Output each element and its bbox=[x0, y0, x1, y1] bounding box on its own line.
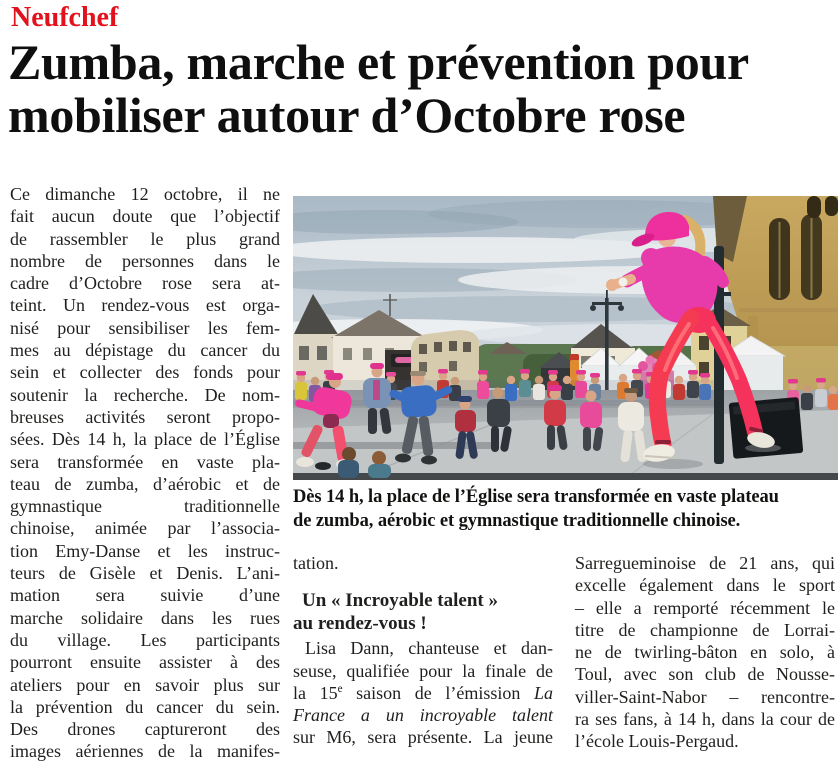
text-line: images aériennes de la manifes- bbox=[10, 741, 280, 762]
text-line: mes au dépistage du cancer du bbox=[10, 340, 280, 361]
paragraph bbox=[293, 552, 553, 574]
text-line: la 15e saison de l’émission La bbox=[293, 682, 553, 703]
text-line: du village. Les participants bbox=[10, 629, 280, 650]
text-line: viller-Saint-Nabor – rencontre- bbox=[575, 686, 835, 707]
text-line: de zumba, aérobic et gymnastique traditionnelle chinoise. bbox=[293, 510, 741, 531]
body-column-middle bbox=[293, 552, 553, 749]
text-line: teau de zumba, d’aérobic et de bbox=[10, 473, 280, 494]
photo-caption bbox=[293, 486, 838, 533]
text-line: titre de championne de Lorrai- bbox=[575, 619, 835, 640]
text-line: Sarregueminoise de 21 ans, qui bbox=[575, 553, 835, 573]
text-line: nombre de personnes dans le bbox=[10, 250, 280, 271]
kicker: Neufchef bbox=[11, 2, 119, 33]
text-line: sur M6, sera présente. La jeune bbox=[293, 727, 553, 748]
text-line: gymnastique traditionnelle bbox=[10, 496, 280, 517]
paragraph bbox=[10, 183, 280, 763]
headline-line2: mobiliser autour d’Octobre rose bbox=[8, 87, 686, 143]
text-line: Un « Incroyable talent » bbox=[302, 590, 498, 612]
text-line: ra ses fans, à 14 h, dans la cour de bbox=[575, 709, 835, 730]
body-column-left bbox=[10, 183, 280, 763]
text-line: mation sera suivie d’une bbox=[10, 585, 280, 606]
text-line: France a un incroyable talent bbox=[293, 705, 553, 726]
text-line: fait aucun doute que l’objectif bbox=[10, 206, 280, 227]
text-line: au rendez-vous ! bbox=[293, 613, 427, 635]
text-line: ne de twirling-bâton en solo, à bbox=[575, 642, 835, 663]
paragraph bbox=[575, 552, 835, 753]
text-line: seuse, qualifiée pour la finale de bbox=[293, 660, 553, 681]
headline-line1: Zumba, marche et prévention pour bbox=[8, 34, 749, 90]
article-photo bbox=[293, 196, 838, 480]
text-line: soutenir la recherche. De nom- bbox=[10, 384, 280, 405]
text-line: cadre d’Octobre rose sera at- bbox=[10, 273, 280, 294]
text-line: tation. bbox=[293, 553, 339, 573]
text-line: la prévention du cancer du sein. bbox=[10, 696, 280, 717]
text-line: de rassembler le plus grand bbox=[10, 228, 280, 249]
headline bbox=[8, 36, 838, 142]
text-line: tion Emy-Danse et les instruc- bbox=[10, 540, 280, 561]
text-line: excelle également dans le sport bbox=[575, 575, 835, 596]
paragraph bbox=[293, 637, 553, 748]
text-line: Toul, avec son club de Nousse- bbox=[575, 664, 835, 685]
text-line: pourront ensuite assister à des bbox=[10, 652, 280, 673]
text-line: ateliers pour en savoir plus sur bbox=[10, 674, 280, 695]
text-line: sein et collecter des fonds pour bbox=[10, 362, 280, 383]
body-column-right bbox=[575, 552, 835, 753]
text-line: – elle a remporté récemment le bbox=[575, 597, 835, 618]
text-line: sées. Dès 14 h, la place de l’Église bbox=[10, 429, 280, 450]
subheading bbox=[293, 589, 553, 635]
text-line: Ce dimanche 12 octobre, il ne bbox=[10, 184, 280, 204]
text-line: teint. Un rendez-vous est orga- bbox=[10, 295, 280, 316]
text-line: breuses activités seront propo- bbox=[10, 406, 280, 427]
text-line: chinoise, animée par l’associa- bbox=[10, 518, 280, 539]
text-line: teurs de Gisèle et Denis. L’ani- bbox=[10, 563, 280, 584]
text-line: sera transformée en vaste pla- bbox=[10, 451, 280, 472]
text-line: l’école Louis-Pergaud. bbox=[575, 731, 739, 752]
text-line: nisé pour sensibiliser les fem- bbox=[10, 317, 280, 338]
text-line: Dès 14 h, la place de l’Église sera transformée en vaste plateau bbox=[293, 487, 779, 507]
text-line: marche solidaire dans les rues bbox=[10, 607, 280, 628]
text-line: Lisa Dann, chanteuse et dan- bbox=[305, 638, 553, 659]
paragraph bbox=[293, 486, 838, 533]
text-line: Des drones captureront des bbox=[10, 719, 280, 740]
